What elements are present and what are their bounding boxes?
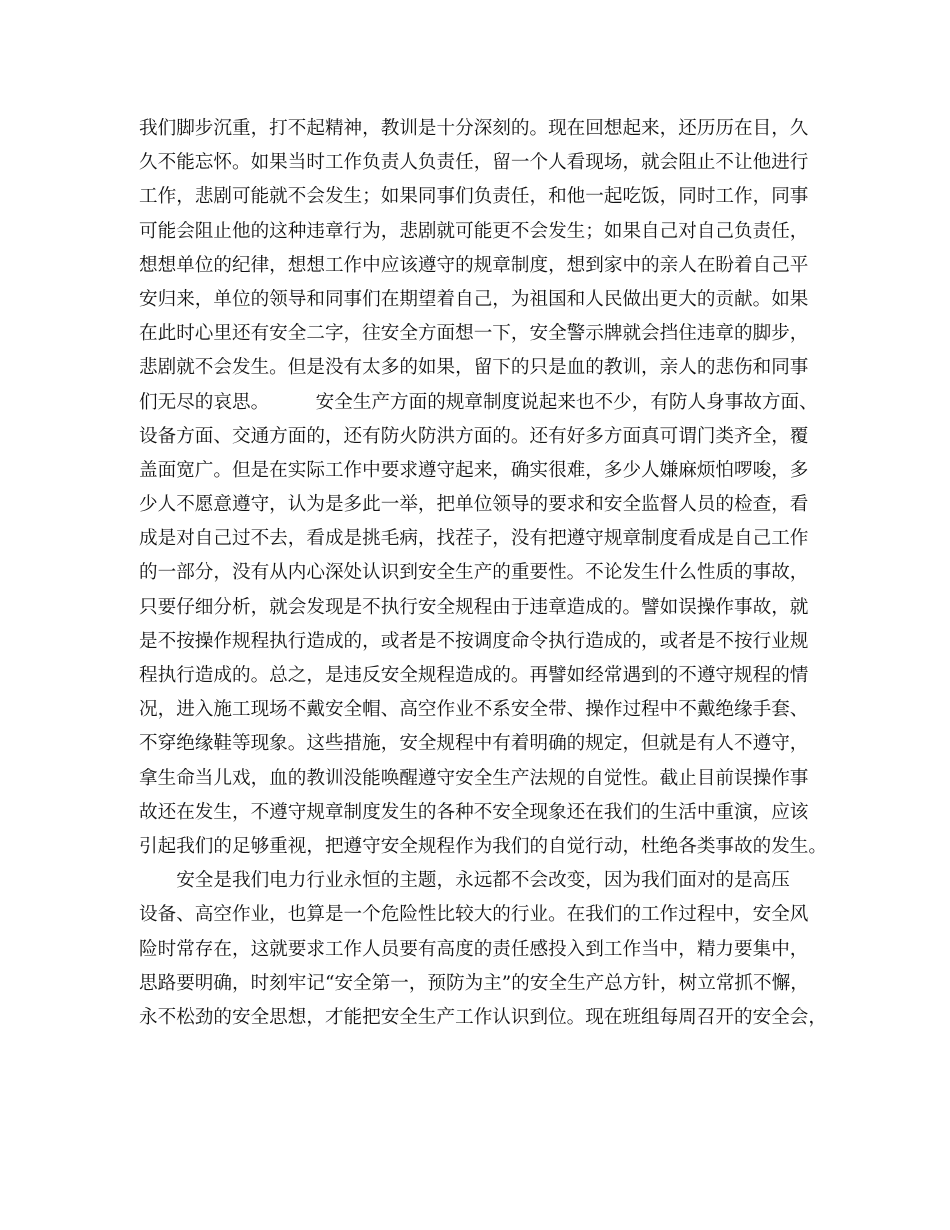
text-line: 在此时心里还有安全二字，往安全方面想一下，安全警示牌就会挡住违章的脚步， [139, 323, 809, 345]
text-line: 思路要明确，时刻牢记“安全第一，预防为主”的安全生产总方针，树立常抓不懈， [139, 972, 809, 994]
text-line: 想想单位的纪律，想想工作中应该遵守的规章制度，想到家中的亲人在盼着自己平 [139, 254, 809, 276]
text-line: 不穿绝缘鞋等现象。这些措施，安全规程中有着明确的规定，但就是有人不遵守， [139, 733, 809, 755]
text-line: 况，进入施工现场不戴安全帽、高空作业不系安全带、操作过程中不戴绝缘手套、 [139, 699, 809, 721]
text-line: 设备方面、交通方面的，还有防火防洪方面的。还有好多方面真可谓门类齐全，覆 [139, 425, 809, 447]
text-line: 久不能忘怀。如果当时工作负责人负责任，留一个人看现场，就会阻止不让他进行 [139, 152, 809, 174]
text-line: 设备、高空作业，也算是一个危险性比较大的行业。在我们的工作过程中，安全风 [139, 904, 809, 926]
text-line: 引起我们的足够重视，把遵守安全规程作为我们的自觉行动，杜绝各类事故的发生。 [139, 835, 827, 857]
text-line: 永不松劲的安全思想，才能把安全生产工作认识到位。现在班组每周召开的安全会， [139, 1006, 827, 1028]
text-line: 悲剧就不会发生。但是没有太多的如果，留下的只是血的教训，亲人的悲伤和同事 [139, 357, 809, 379]
text-line: 盖面宽广。但是在实际工作中要求遵守起来，确实很难，多少人嫌麻烦怕啰唆，多 [139, 459, 809, 481]
text-line: 程执行造成的。总之，是违反安全规程造成的。再譬如经常遇到的不遵守规程的情 [139, 665, 809, 686]
text-line: 们无尽的哀思。 安全生产方面的规章制度说起来也不少，有防人身事故方面、 [139, 391, 818, 413]
text-line: 少人不愿意遵守，认为是多此一举，把单位领导的要求和安全监督人员的检查，看 [139, 494, 809, 516]
text-line: 可能会阻止他的这种违章行为，悲剧就可能更不会发生；如果自己对自己负责任， [139, 220, 809, 242]
text-line: 是不按操作规程执行造成的，或者是不按调度命令执行造成的，或者是不按行业规 [139, 630, 809, 652]
text-line: 险时常存在，这就要求工作人员要有高度的责任感投入到工作当中，精力要集中， [139, 938, 809, 960]
body-text [139, 112, 829, 1035]
text-line: 只要仔细分析，就会发现是不执行安全规程由于违章造成的。譬如误操作事故，就 [139, 596, 809, 618]
text-line: 成是对自己过不去，看成是挑毛病，找茬子，没有把遵守规章制度看成是自己工作 [139, 528, 809, 550]
text-line: 故还在发生，不遵守规章制度发生的各种不安全现象还在我们的生活中重演，应该 [139, 801, 809, 823]
text-line: 工作，悲剧可能就不会发生；如果同事们负责任，和他一起吃饭，同时工作，同事 [139, 186, 809, 208]
text-line: 安全是我们电力行业永恒的主题，永远都不会改变，因为我们面对的是高压 [139, 870, 790, 892]
text-line: 拿生命当儿戏，血的教训没能唤醒遵守安全生产法规的自觉性。截止目前误操作事 [139, 767, 809, 789]
text-line: 我们脚步沉重，打不起精神，教训是十分深刻的。现在回想起来，还历历在目，久 [139, 118, 809, 139]
text-line: 的一部分，没有从内心深处认识到安全生产的重要性。不论发生什么性质的事故， [139, 562, 809, 584]
text-line: 安归来，单位的领导和同事们在期望着自己，为祖国和人民做出更大的贡献。如果 [139, 288, 809, 310]
